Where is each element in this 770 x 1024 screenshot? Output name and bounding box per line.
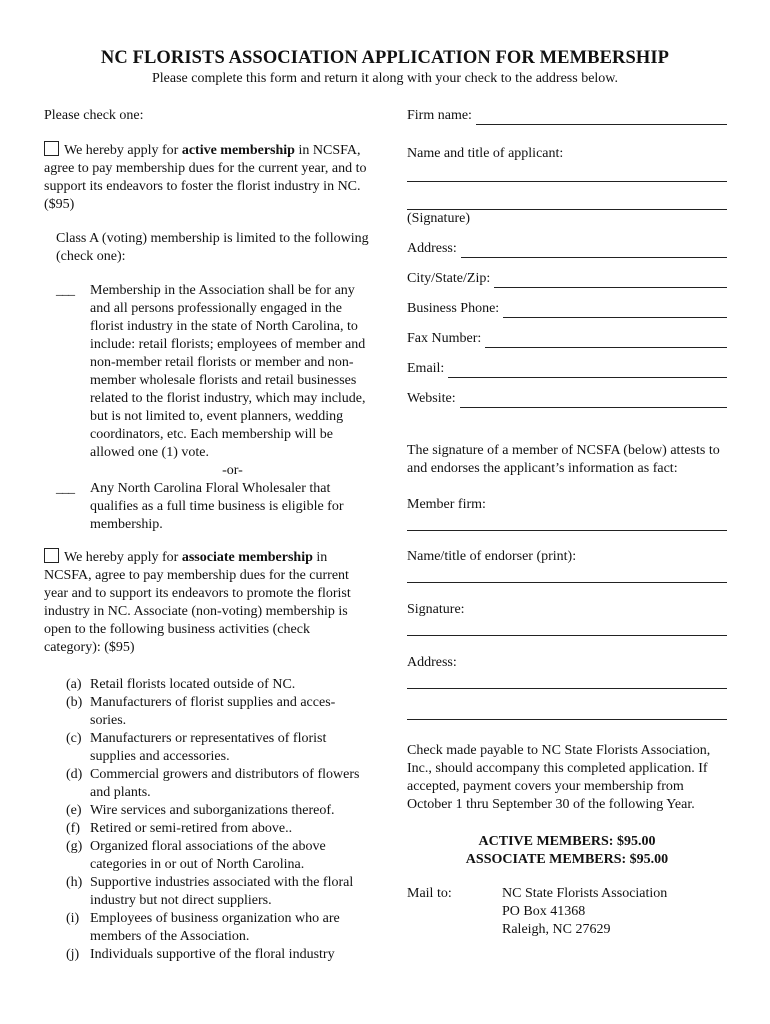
email-input-line[interactable]	[448, 363, 727, 378]
firm-name-input-line[interactable]	[476, 110, 727, 125]
active-membership-paragraph: We hereby apply for active membership in NCSFA, agree to pay membership dues for the current year, and to support its endeavors to foster the florist industry in NC. ($95)	[44, 143, 367, 212]
category-item[interactable]: (d) Commercial growers and distributors of flowers and plants.	[66, 767, 360, 800]
category-item[interactable]: (g) Organized floral associations of the above categories in or out of North Carolina.	[66, 839, 326, 872]
firm-name-field	[407, 107, 727, 125]
category-item[interactable]: (j) Individuals supportive of the floral industry	[66, 947, 335, 962]
address-field	[407, 240, 727, 258]
signature-label: (Signature)	[407, 211, 470, 226]
category-item[interactable]: (e) Wire services and suborganizations thereof.	[66, 803, 335, 818]
option-1-blank[interactable]: ___	[56, 283, 74, 298]
class-a-options	[56, 282, 369, 534]
endorser-address-input-line-1[interactable]	[407, 672, 727, 689]
check-one-label: Please check one:	[44, 108, 144, 123]
firm-name-label: Firm name:	[407, 108, 472, 123]
website-field	[407, 390, 727, 408]
option-2-text: Any North Carolina Floral Wholesaler that qualifies as a full time business is eligible for membership.	[90, 481, 344, 532]
active-membership-checkbox[interactable]	[44, 141, 59, 156]
address-label: Address:	[407, 241, 457, 256]
class-a-note: Class A (voting) membership is limited to the following (check one):	[56, 231, 369, 264]
mailing-address	[502, 885, 667, 939]
email-label: Email:	[407, 361, 445, 376]
class-a-option-1	[56, 282, 369, 462]
member-firm-label: Member firm:	[407, 497, 486, 512]
associate-membership-paragraph: We hereby apply for associate membership in NCSFA, agree to pay membership dues for the current year and to support its endeavors to promote the florist industry in NC. Associate (non-voting) membership is open to the following business activities (check category): ($95)	[44, 550, 351, 655]
address-input-line[interactable]	[461, 243, 727, 258]
fax-number-field	[407, 330, 727, 348]
associate-membership-term: associate membership	[181, 550, 313, 565]
active-fee: ACTIVE MEMBERS: $95.00	[478, 834, 656, 849]
endorsement-note: The signature of a member of NCSFA (below) attests to and endorses the applicant’s information as fact:	[407, 443, 720, 476]
category-item[interactable]: (f) Retired or semi-retired from above..	[66, 821, 293, 836]
business-phone-field	[407, 300, 727, 318]
active-membership-term: active membership	[181, 143, 295, 158]
form-subtitle: Please complete this form and return it along with your check to the address below.	[151, 71, 619, 86]
website-input-line[interactable]	[460, 393, 727, 408]
endorser-name-input-line[interactable]	[407, 566, 727, 583]
or-separator: -or-	[222, 463, 243, 478]
endorser-signature-input-line[interactable]	[407, 619, 727, 636]
fax-number-label: Fax Number:	[407, 331, 482, 346]
category-item[interactable]: (b) Manufacturers of florist supplies and acces-sories.	[66, 695, 336, 728]
mailing-address-line: PO Box 41368	[502, 904, 586, 919]
business-phone-input-line[interactable]	[503, 303, 727, 318]
membership-type-column	[44, 107, 369, 964]
endorser-address-input-line-2[interactable]	[407, 703, 727, 720]
category-item[interactable]: (i) Employees of business organization who are members of the Association.	[66, 911, 340, 944]
mailing-address-line: NC State Florists Association	[502, 886, 668, 901]
email-field	[407, 360, 727, 378]
name-title-input-line[interactable]	[407, 163, 727, 182]
class-a-option-2	[56, 480, 369, 534]
endorser-address-label: Address:	[407, 655, 457, 670]
category-item[interactable]: (h) Supportive industries associated with the floral industry but not direct suppliers.	[66, 875, 354, 908]
website-label: Website:	[407, 391, 456, 406]
option-2-blank[interactable]: ___	[56, 481, 74, 496]
business-phone-label: Business Phone:	[407, 301, 500, 316]
associate-membership-checkbox[interactable]	[44, 548, 59, 563]
category-item[interactable]: (c) Manufacturers or representatives of florist supplies and accessories.	[66, 731, 327, 764]
applicant-info-column	[407, 107, 727, 939]
payment-note: Check made payable to NC State Florists Association, Inc., should accompany this completed application. If accepted, payment covers your membership from October 1 thru September 30 of the following Year.	[407, 743, 711, 812]
fax-number-input-line[interactable]	[485, 333, 727, 348]
associate-category-list	[66, 676, 369, 964]
associate-fee: ASSOCIATE MEMBERS: $95.00	[465, 852, 669, 867]
endorser-signature-label: Signature:	[407, 602, 465, 617]
endorser-name-label: Name/title of endorser (print):	[407, 549, 577, 564]
city-state-zip-field	[407, 270, 727, 288]
mail-to-label: Mail to:	[407, 886, 452, 901]
signature-input-line[interactable]	[407, 191, 727, 210]
member-firm-input-line[interactable]	[407, 514, 727, 531]
option-1-text: Membership in the Association shall be for any and all persons professionally engaged in the florist industry in the state of North Carolina, to include: retail florists; employees of member and non-member retail florists or member and non-member wholesale florists and retail businesses related to the florist industry, which may include, but is not limited to, event planners, wedding coordinators, etc. Each membership will be allowed one (1) vote.	[90, 283, 366, 460]
mailing-address-line: Raleigh, NC 27629	[502, 922, 611, 937]
city-state-zip-input-line[interactable]	[494, 273, 727, 288]
mail-to-block	[407, 885, 727, 939]
form-title: NC FLORISTS ASSOCIATION APPLICATION FOR MEMBERSHIP	[100, 48, 670, 68]
city-state-zip-label: City/State/Zip:	[407, 271, 491, 286]
category-item[interactable]: (a) Retail florists located outside of NC.	[66, 677, 296, 692]
name-title-label: Name and title of applicant:	[407, 146, 564, 161]
